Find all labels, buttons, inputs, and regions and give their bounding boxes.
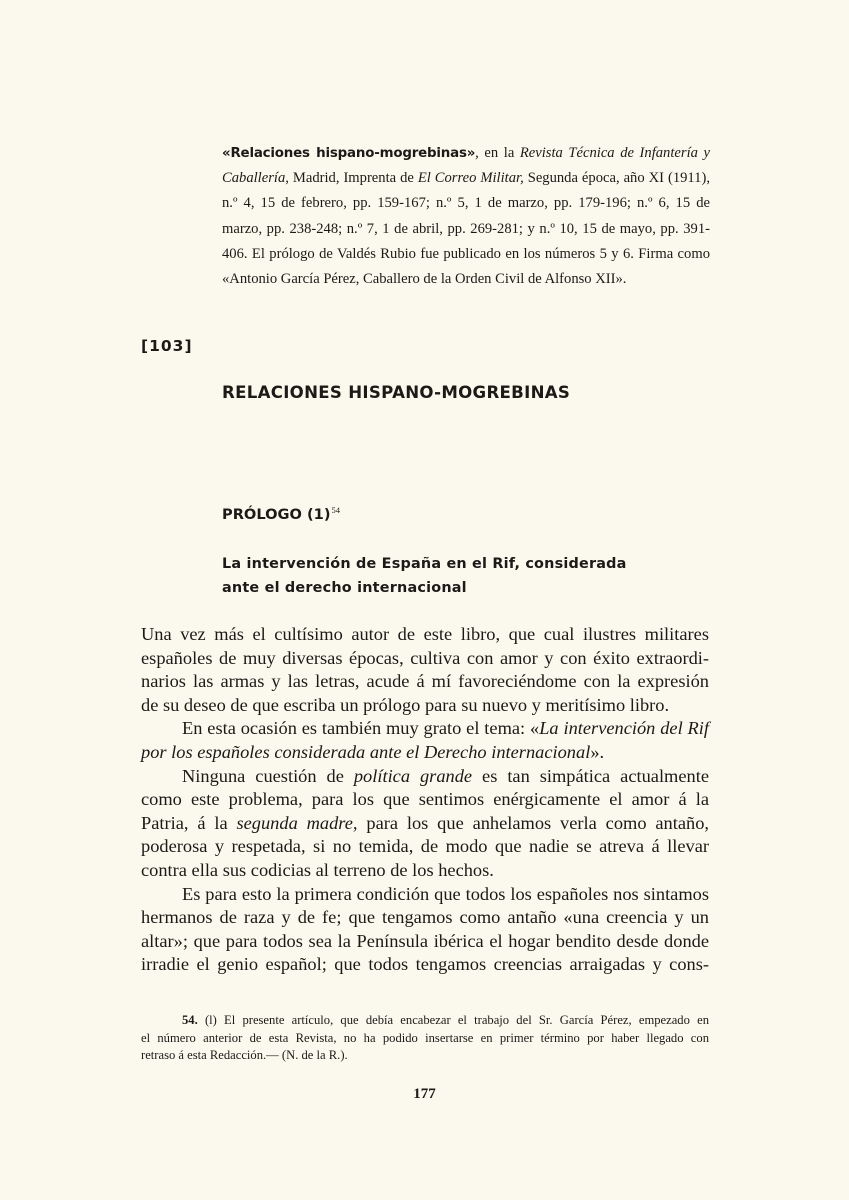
footnote (141, 1012, 709, 1065)
body-line-9 (141, 812, 709, 836)
section-subtitle (222, 552, 702, 600)
bib-text-3: Segunda época, año XI (1911), n.º 4, 15 de febrero, pp. 159-167; n.º 5, 1 de marzo, pp. 179-196; n.º 6, 15 de marzo, pp. 238-248; n.º 7, 1 de abril, pp. 269-281; y n.º 10, 15 de mayo, pp. 391-406. El prólogo de Valdés Rubio fue publicado en los números 5 y 6. Firma como «Antonio García Pérez, Caballero de la Orden Civil de Alfonso XII». (222, 170, 710, 288)
main-title: RELACIONES HISPANO-MOGREBINAS (222, 383, 571, 402)
body-line-7-italic: política grande (353, 765, 473, 786)
bibliographic-note (222, 141, 710, 292)
body-line-10: poderosa y respetada, si no temida, de modo que nadie se atreva á llevar (141, 836, 709, 857)
footnote-reference: 54 (331, 505, 340, 515)
body-line-6 (141, 741, 709, 765)
bib-text-2: , Madrid, Imprenta de (285, 170, 418, 187)
body-line-5-italic: La intervención del Rif (539, 718, 709, 739)
body-line-5 (141, 717, 709, 741)
body-line-3: narios las armas y las letras, acude á mí favoreciéndome con la expresión (141, 671, 709, 692)
body-line-4: de su deseo de que escriba un prólogo para su nuevo y meritísimo libro. (141, 694, 670, 715)
prologue-label: PRÓLOGO (1) (222, 506, 331, 523)
footnote-line-1 (141, 1012, 709, 1030)
bib-text-1: , en la (475, 145, 520, 161)
body-line-7-c: es tan simpática actualmente (472, 765, 709, 786)
body-line-7 (141, 765, 709, 789)
subtitle-line-2: ante el derecho internacional (222, 580, 467, 596)
footnote-line-1-text: (l) El presente artículo, que debía encabezar el trabajo del Sr. García Pérez, empezado en (197, 1013, 709, 1027)
body-line-9-italic: segunda madre, (236, 812, 358, 833)
body-line-7-a: Ninguna cuestión de (182, 765, 354, 786)
body-line-1: Una vez más el cultísimo autor de este libro, que cual ilustres militares (141, 624, 709, 644)
body-text (141, 623, 709, 977)
body-line-14: altar»; que para todos sea la Península ibérica el hogar bendito desde donde (141, 930, 709, 951)
subtitle-line-1: La intervención de España en el Rif, considerada (222, 556, 627, 572)
body-line-11: contra ella sus codicias al terreno de los hechos. (141, 859, 494, 880)
footnote-line-2: el número anterior de esta Revista, no ha podido insertarse en primer término por haber llegado con (141, 1030, 709, 1045)
bib-journal: Revista Técnica de Infantería y Caballería (222, 145, 710, 187)
body-line-5-a: En esta ocasión es también muy grato el tema: « (182, 718, 540, 739)
body-line-6-italic: por los españoles considerada ante el Derecho internacional (141, 741, 591, 762)
bib-publisher: El Correo Militar, (417, 170, 524, 187)
footnote-number: 54. (182, 1013, 198, 1027)
bib-article-title: «Relaciones hispano-mogrebinas» (222, 146, 476, 161)
body-line-12: Es para esto la primera condición que todos los españoles nos sintamos (182, 883, 709, 904)
body-line-13: hermanos de raza y de fe; que tengamos como antaño «una creencia y un (141, 907, 709, 928)
body-line-8: como este problema, para los que sentimos enérgicamente el amor á la (141, 789, 709, 810)
body-line-2: españoles de muy diversas épocas, cultiva con amor y con éxito extraordi- (141, 647, 709, 668)
body-line-9-c: para los que anhelamos verla como antaño, (357, 812, 709, 833)
page-number: 177 (413, 1086, 436, 1102)
entry-number: [103] (141, 337, 193, 355)
body-line-9-a: Patria, á la (141, 812, 237, 833)
footnote-line-3: retraso á esta Redacción.— (N. de la R.). (141, 1048, 348, 1063)
body-line-15: irradie el genio español; que todos tengamos creencias arraigadas y cons- (141, 954, 709, 975)
prologue-heading (222, 505, 340, 523)
body-line-6-b: ». (590, 741, 605, 762)
